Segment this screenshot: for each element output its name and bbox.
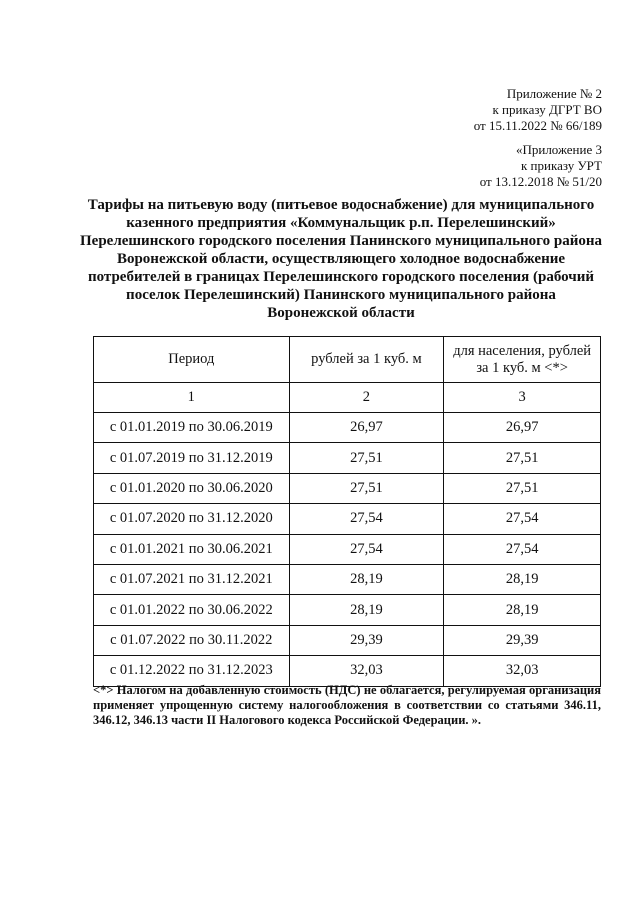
cell-rate: 26,97 bbox=[289, 413, 444, 443]
appendix-original-line-1: «Приложение 3 bbox=[515, 142, 602, 157]
appendix-original-line-3: от 13.12.2018 № 51/20 bbox=[479, 174, 602, 189]
column-number: 2 bbox=[289, 383, 444, 413]
column-number: 3 bbox=[444, 383, 601, 413]
title-line: Воронежской области bbox=[267, 305, 415, 321]
cell-population-rate: 26,97 bbox=[444, 413, 601, 443]
cell-rate: 28,19 bbox=[289, 595, 444, 625]
appendix-current-line-3: от 15.11.2022 № 66/189 bbox=[473, 118, 602, 133]
cell-rate: 27,51 bbox=[289, 443, 444, 473]
header-rate: рублей за 1 куб. м bbox=[289, 337, 444, 383]
cell-period: с 01.07.2021 по 31.12.2021 bbox=[94, 564, 290, 594]
cell-population-rate: 27,54 bbox=[444, 504, 601, 534]
cell-period: с 01.01.2019 по 30.06.2019 bbox=[94, 413, 290, 443]
cell-period: с 01.01.2020 по 30.06.2020 bbox=[94, 473, 290, 503]
cell-population-rate: 29,39 bbox=[444, 625, 601, 655]
header-population-rate: для населения, рублей за 1 куб. м <*> bbox=[444, 337, 601, 383]
table-row bbox=[94, 595, 601, 625]
cell-population-rate: 27,51 bbox=[444, 473, 601, 503]
title-line: Перелешинского городского поселения Панинского муниципального района bbox=[80, 233, 602, 249]
table-row bbox=[94, 473, 601, 503]
cell-rate: 28,19 bbox=[289, 564, 444, 594]
appendix-current-line-2: к приказу ДГРТ ВО bbox=[492, 102, 602, 117]
cell-rate: 32,03 bbox=[289, 656, 444, 686]
cell-period: с 01.07.2022 по 30.11.2022 bbox=[94, 625, 290, 655]
column-number: 1 bbox=[94, 383, 290, 413]
cell-population-rate: 27,51 bbox=[444, 443, 601, 473]
appendix-original-block bbox=[480, 142, 602, 190]
table-row bbox=[94, 413, 601, 443]
title-line: потребителей в границах Перелешинского городского поселения (рабочий bbox=[87, 269, 595, 285]
table-row bbox=[94, 625, 601, 655]
title-line: поселок Перелешинский) Панинского муниципального района bbox=[126, 287, 556, 303]
appendix-current-block bbox=[474, 86, 602, 134]
cell-period: с 01.01.2021 по 30.06.2021 bbox=[94, 534, 290, 564]
tariff-table bbox=[93, 336, 601, 687]
cell-population-rate: 32,03 bbox=[444, 656, 601, 686]
table-row bbox=[94, 504, 601, 534]
table-row bbox=[94, 443, 601, 473]
title-line: Тарифы на питьевую воду (питьевое водоснабжение) для муниципального bbox=[87, 197, 595, 213]
appendix-original-line-2: к приказу УРТ bbox=[520, 158, 602, 173]
cell-rate: 27,54 bbox=[289, 504, 444, 534]
cell-rate: 29,39 bbox=[289, 625, 444, 655]
table-column-numbers-row bbox=[94, 383, 601, 413]
cell-population-rate: 28,19 bbox=[444, 595, 601, 625]
table-row bbox=[94, 564, 601, 594]
table-row bbox=[94, 534, 601, 564]
appendix-current-line-1: Приложение № 2 bbox=[506, 86, 602, 101]
cell-period: с 01.07.2019 по 31.12.2019 bbox=[94, 443, 290, 473]
title-line: Воронежской области, осуществляющего холодное водоснабжение bbox=[116, 251, 566, 267]
cell-rate: 27,51 bbox=[289, 473, 444, 503]
cell-period: с 01.07.2020 по 31.12.2020 bbox=[94, 504, 290, 534]
document-title bbox=[78, 196, 604, 322]
cell-population-rate: 27,54 bbox=[444, 534, 601, 564]
cell-period: с 01.01.2022 по 30.06.2022 bbox=[94, 595, 290, 625]
title-line: казенного предприятия «Коммунальщик р.п. Перелешинский» bbox=[126, 215, 556, 231]
cell-period: с 01.12.2022 по 31.12.2023 bbox=[94, 656, 290, 686]
table-header-row bbox=[94, 337, 601, 383]
cell-population-rate: 28,19 bbox=[444, 564, 601, 594]
table-row bbox=[94, 656, 601, 686]
header-period: Период bbox=[94, 337, 290, 383]
cell-rate: 27,54 bbox=[289, 534, 444, 564]
footnote: <*> Налогом на добавленную стоимость (НДС) не облагается, регулируемая организация применяет упрощенную систему налогообложения в соответствии со статьями 346.11, 346.12, 346.13 части II Налогового кодекса Российской Федерации. ». bbox=[93, 683, 601, 727]
